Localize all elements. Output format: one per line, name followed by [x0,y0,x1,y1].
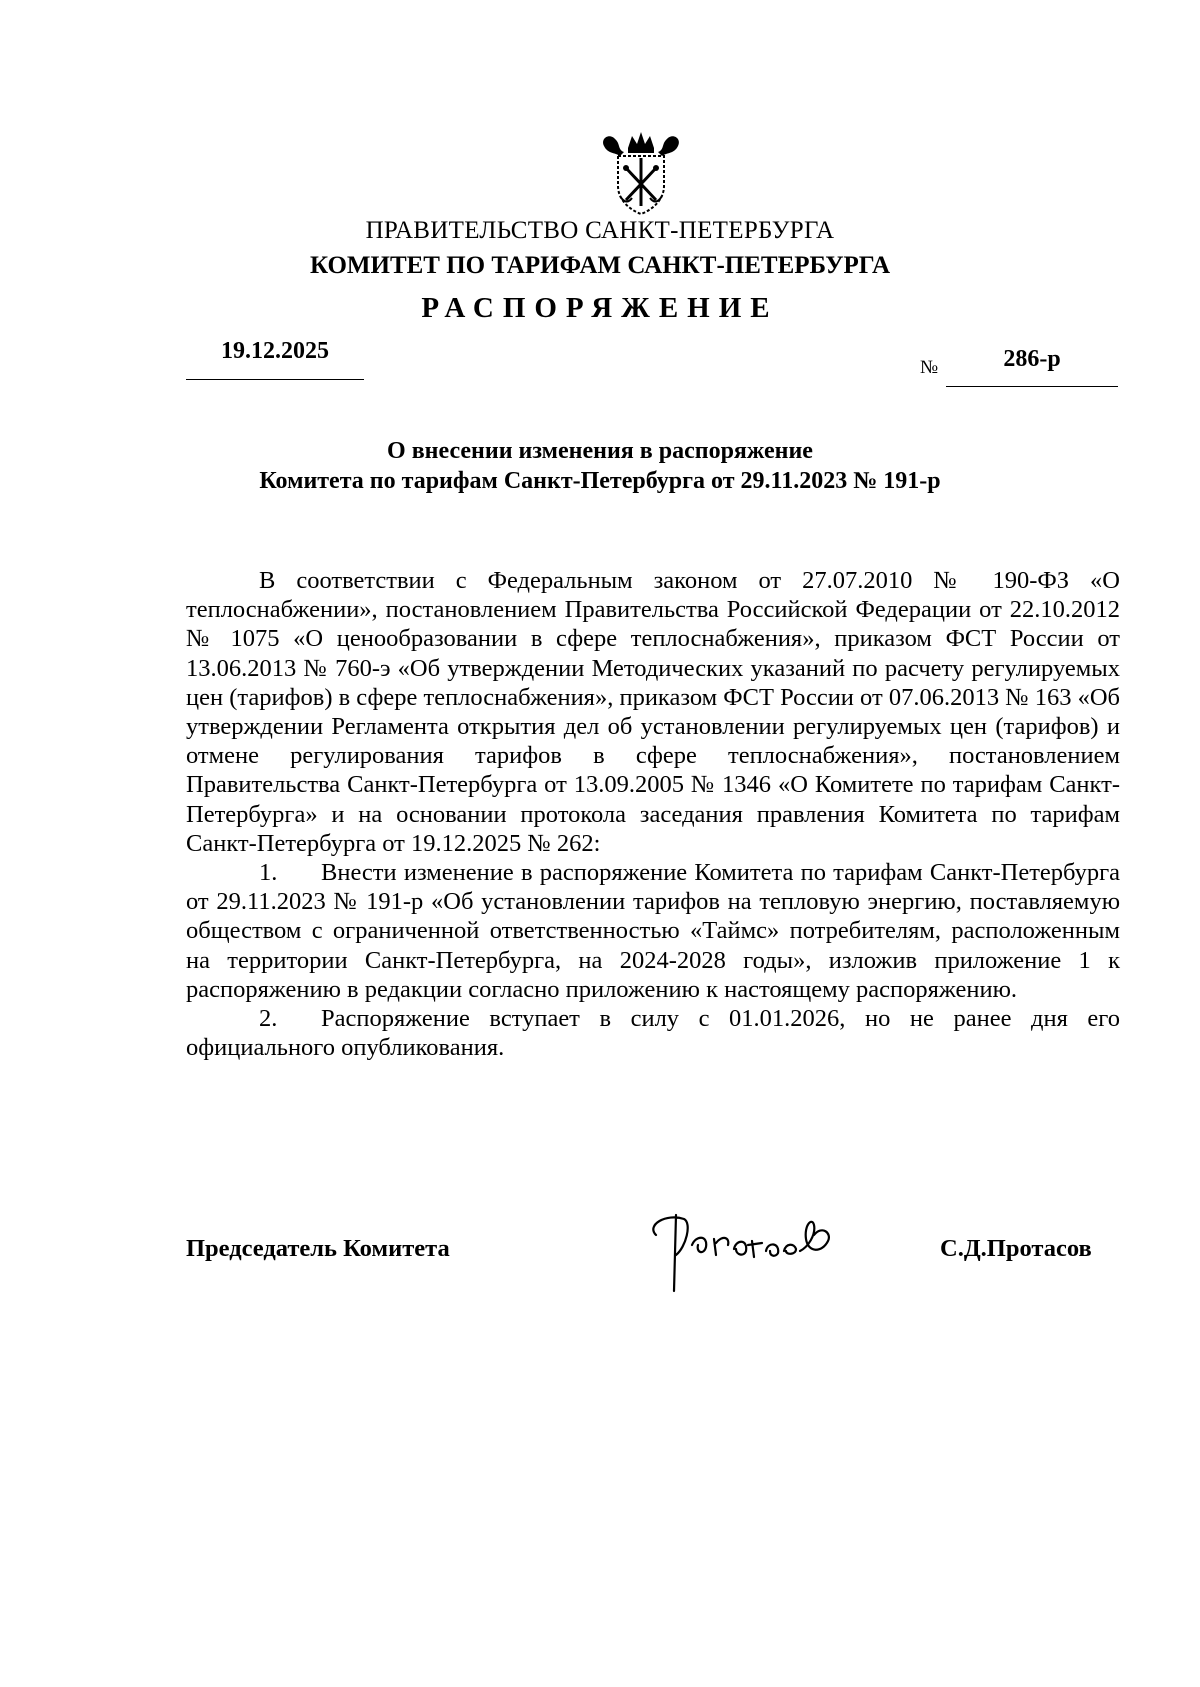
document-number: 286-р [1003,346,1061,372]
preamble-paragraph: В соответствии с Федеральным законом от 27.07.2010 № 190-ФЗ «О теплоснабжении», постановлением Правительства Российской Федерации от 22.10.2012 № 1075 «О ценообразовании в сфере теплоснабжения», приказом ФСТ России от 13.06.2013 № 760-э «Об утверждении Методических указаний по расчету регулируемых цен (тарифов) в сфере теплоснабжения», приказом ФСТ России от 07.06.2013 № 163 «Об утверждении Регламента открытия дел об установлении регулируемых цен (тарифов) и отмене регулирования тарифов в сфере теплоснабжения», постановлением Правительства Санкт-Петербурга от 13.09.2005 № 1346 «О Комитете по тарифам Санкт-Петербурга» и на основании протокола заседания правления Комитета по тарифам Санкт-Петербурга от 19.12.2025 № 262: [186,567,1120,857]
list-item [186,1004,1120,1062]
item-text: Внести изменение в распоряжение Комитета по тарифам Санкт-Петербурга от 29.11.2023 № 191-р «Об установлении тарифов на тепловую энергию, поставляемую обществом с ограниченной ответственностью «Таймс» потребителям, расположенным на территории Санкт-Петербурга, на 2024-2028 годы», изложив приложение 1 к распоряжению в редакции согласно приложению к настоящему распоряжению. [186,859,1120,1003]
document-date-field [186,337,364,380]
handwritten-signature [636,1195,896,1295]
government-name: ПРАВИТЕЛЬСТВО САНКТ-ПЕТЕРБУРГА [365,217,835,244]
list-item [186,858,1120,1004]
item-number: 2. [259,1005,278,1033]
document-body [186,566,1120,1062]
document-subject [0,436,1200,496]
signatory-name: С.Д.Протасов [940,1235,1092,1262]
committee-name: КОМИТЕТ ПО ТАРИФАМ САНКТ-ПЕТЕРБУРГА [309,252,891,279]
coat-of-arms-icon [598,128,684,216]
subject-line-1: О внесении изменения в распоряжение [387,438,813,464]
item-number: 1. [259,859,278,887]
document-type: РАСПОРЯЖЕНИЕ [421,292,779,324]
document-date: 19.12.2025 [221,338,329,364]
item-text: Распоряжение вступает в силу с 01.01.2026, но не ранее дня его официального опубликования. [186,1005,1120,1062]
number-sign: № [920,357,939,378]
document-number-field [920,345,1118,387]
subject-line-2: Комитета по тарифам Санкт-Петербурга от 29.11.2023 № 191-р [259,468,941,494]
number-underline [946,345,1118,387]
signatory-position: Председатель Комитета [186,1235,450,1262]
